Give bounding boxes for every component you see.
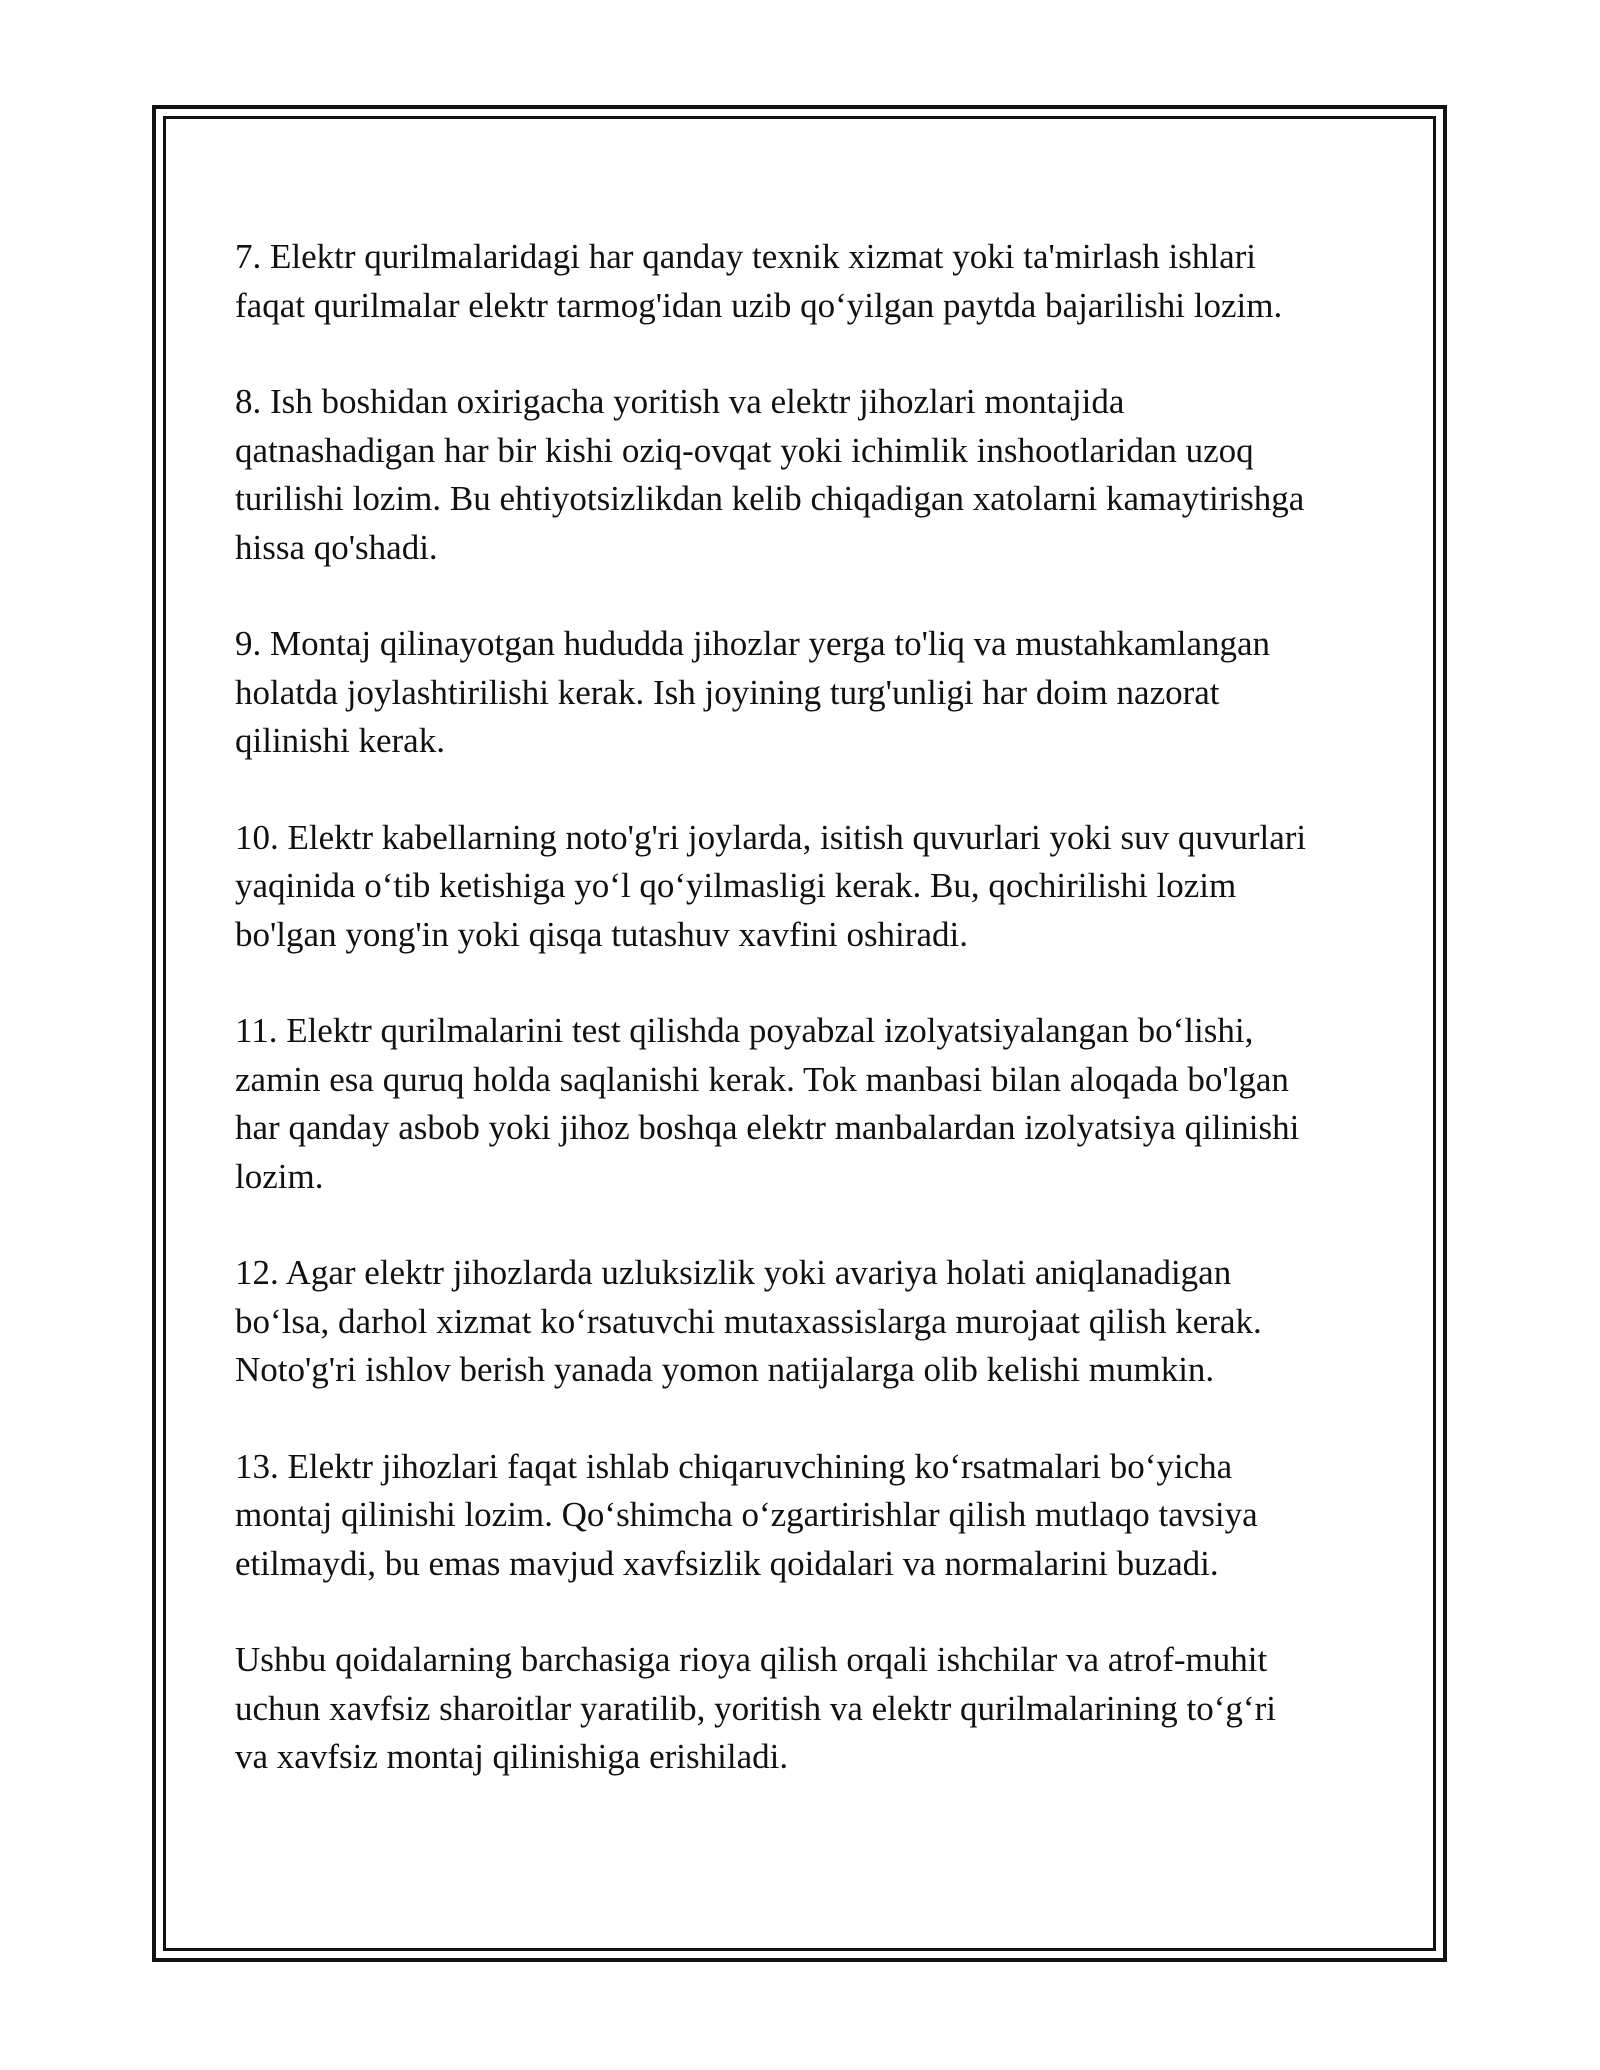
paragraph-rule-10 <box>235 814 1365 960</box>
text-line: har qanday asbob yoki jihoz boshqa elektr manbalardan izolyatsiya qilinishi <box>235 1108 1300 1147</box>
text-line: faqat qurilmalar elektr tarmog'idan uzib qo‘yilgan paytda bajarilishi lozim. <box>235 285 1283 325</box>
text-line: uchun xavfsiz sharoitlar yaratilib, yoritish va elektr qurilmalarining to‘g‘ri <box>235 1688 1276 1728</box>
text-line: 10. Elektr kabellarning noto'g'ri joylarda, isitish quvurlari yoki suv quvurlari <box>235 817 1307 857</box>
text-line: holatda joylashtirilishi kerak. Ish joyining turg'unligi har doim nazorat <box>235 672 1220 712</box>
text-line: lozim. <box>235 1156 324 1196</box>
text-line: 11. Elektr qurilmalarini test qilishda poyabzal izolyatsiyalangan bo‘lishi, <box>235 1011 1254 1050</box>
text-line: yaqinida o‘tib ketishiga yo‘l qo‘yilmasligi kerak. Bu, qochirilishi lozim <box>235 866 1237 905</box>
text-line: hissa qo'shadi. <box>235 527 438 567</box>
document-body <box>235 233 1365 1830</box>
text-line: qilinishi kerak. <box>235 721 445 760</box>
paragraph-rule-11 <box>235 1007 1365 1201</box>
text-line: 7. Elektr qurilmalaridagi har qanday texnik xizmat yoki ta'mirlash ishlari <box>235 237 1257 276</box>
paragraph-rule-13 <box>235 1443 1365 1589</box>
text-line: turilishi lozim. Bu ehtiyotsizlikdan kelib chiqadigan xatolarni kamaytirishga <box>235 479 1305 518</box>
text-line: bo'lgan yong'in yoki qisqa tutashuv xavfini oshiradi. <box>235 914 968 954</box>
text-line: montaj qilinishi lozim. Qo‘shimcha o‘zgartirishlar qilish mutlaqo tavsiya <box>235 1495 1258 1534</box>
paragraph-rule-7 <box>235 233 1365 330</box>
text-line: Ushbu qoidalarning barchasiga rioya qilish orqali ishchilar va atrof-muhit <box>235 1640 1268 1679</box>
text-line: 12. Agar elektr jihozlarda uzluksizlik yoki avariya holati aniqlanadigan <box>235 1253 1232 1292</box>
text-line: 9. Montaj qilinayotgan hududda jihozlar yerga to'liq va mustahkamlangan <box>235 624 1271 663</box>
text-line: bo‘lsa, darhol xizmat ko‘rsatuvchi mutaxassislarga murojaat qilish kerak. <box>235 1301 1262 1341</box>
paragraph-rule-12 <box>235 1249 1365 1395</box>
text-line: 13. Elektr jihozlari faqat ishlab chiqaruvchining ko‘rsatmalari bo‘yicha <box>235 1446 1233 1486</box>
text-line: qatnashadigan har bir kishi oziq-ovqat yoki ichimlik inshootlaridan uzoq <box>235 430 1254 470</box>
text-line: va xavfsiz montaj qilinishiga erishiladi. <box>235 1737 789 1776</box>
text-line: 8. Ish boshidan oxirigacha yoritish va elektr jihozlari montajida <box>235 382 1125 421</box>
paragraph-rule-9 <box>235 620 1365 766</box>
paragraph-conclusion <box>235 1636 1365 1782</box>
text-line: Noto'g'ri ishlov berish yanada yomon natijalarga olib kelishi mumkin. <box>235 1350 1215 1389</box>
text-line: etilmaydi, bu emas mavjud xavfsizlik qoidalari va normalarini buzadi. <box>235 1543 1219 1583</box>
paragraph-rule-8 <box>235 378 1365 572</box>
text-line: zamin esa quruq holda saqlanishi kerak. Tok manbasi bilan aloqada bo'lgan <box>235 1059 1289 1099</box>
